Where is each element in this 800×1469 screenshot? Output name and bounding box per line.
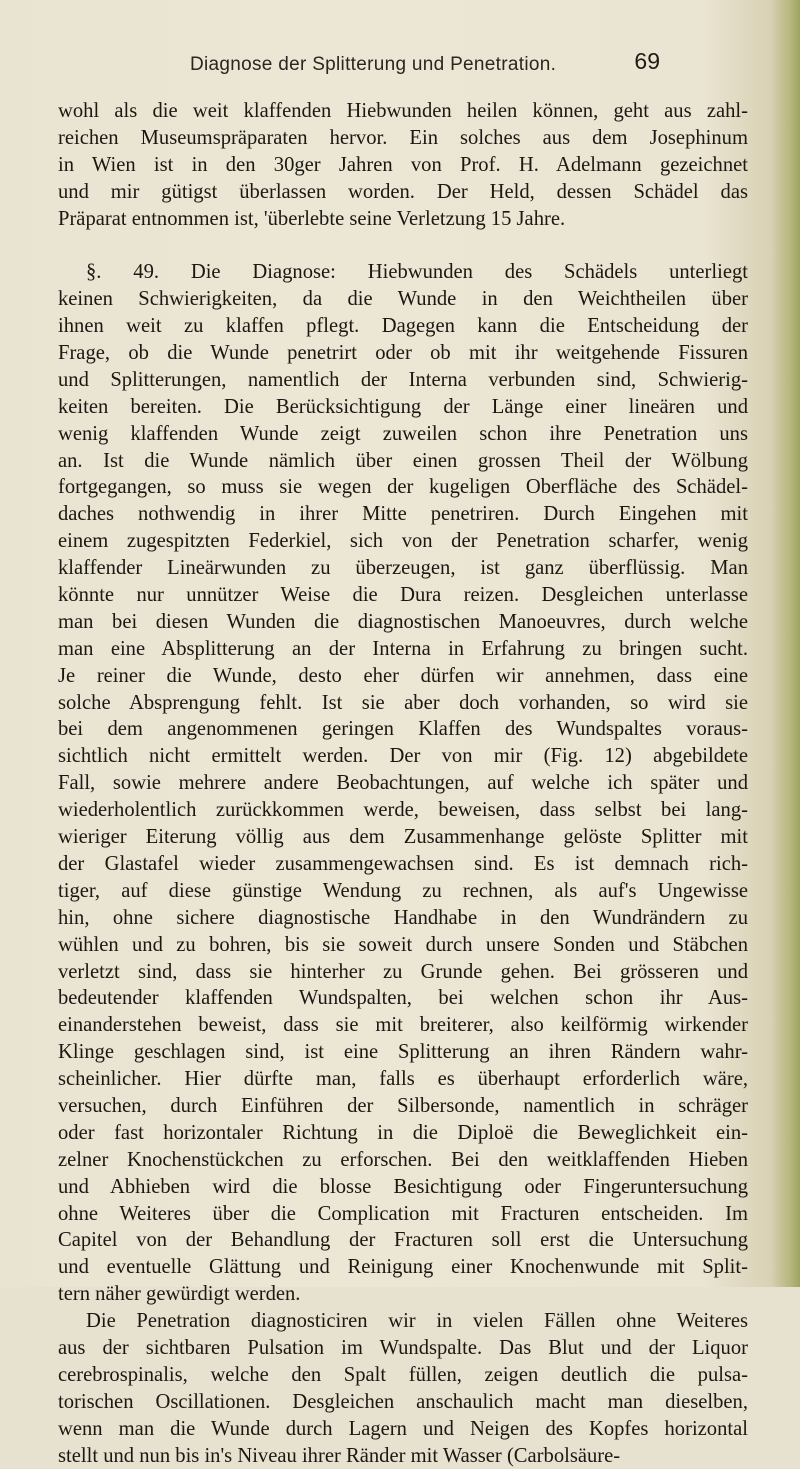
text-line: wiederholentlich zurückkommen werde, beweisen, dass selbst bei lang-	[58, 799, 748, 822]
text-line: klaffender Lineärwunden zu überzeugen, ist ganz überflüssig. Man	[58, 557, 748, 580]
text-line: an. Ist die Wunde nämlich über einen grossen Theil der Wölbung	[58, 449, 748, 472]
text-line: Präparat entnommen ist, 'überlebte seine Verletzung 15 Jahre.	[58, 207, 566, 230]
text-line: in Wien ist in den 30ger Jahren von Prof. H. Adelmann gezeichnet	[58, 153, 748, 176]
text-line: Je reiner die Wunde, desto eher dürfen wir annehmen, dass eine	[58, 664, 748, 687]
text-line: torischen Oscillationen. Desgleichen anschaulich macht man dieselben,	[58, 1390, 748, 1413]
text-line: tiger, auf diese günstige Wendung zu rechnen, als auf's Ungewisse	[58, 879, 748, 902]
text-line: einanderstehen beweist, dass sie mit breiterer, also keilförmig wirkender	[58, 1014, 748, 1037]
text-line: cerebrospinalis, welche den Spalt füllen, zeigen deutlich die pulsa-	[58, 1363, 748, 1386]
text-line: ohne Weiteres über die Complication mit Fracturen entscheiden. Im	[58, 1202, 748, 1225]
text-line: einem zugespitzten Federkiel, sich von der Penetration scharfer, wenig	[58, 530, 748, 553]
text-line: Capitel von der Behandlung der Fracturen soll erst die Untersuchung	[58, 1229, 748, 1252]
paragraph-p2	[58, 232, 748, 1308]
text-line: fortgegangen, so muss sie wegen der kugeligen Oberfläche des Schädel-	[58, 476, 748, 499]
text-line: wühlen und zu bohren, bis sie soweit durch unsere Sonden und Stäbchen	[58, 933, 748, 956]
text-line: könnte nur unnützer Weise die Dura reizen. Desgleichen unterlasse	[58, 584, 748, 607]
text-line: sichtlich nicht ermittelt werden. Der von mir (Fig. 12) abgebildete	[58, 745, 748, 768]
text-line: stellt und nun bis in's Niveau ihrer Ränder mit Wasser (Carbolsäure-	[58, 1444, 621, 1467]
text-line: hin, ohne sichere diagnostische Handhabe in den Wundrändern zu	[58, 906, 748, 929]
paragraph-p3	[58, 1308, 748, 1469]
body-text	[58, 98, 748, 1469]
text-line: Fall, sowie mehrere andere Beobachtungen, auf welche ich später und	[58, 772, 748, 795]
text-line: man eine Absplitterung an der Interna in Erfahrung zu bringen sucht.	[58, 637, 748, 660]
text-line: man bei diesen Wunden die diagnostischen Manoeuvres, durch welche	[58, 610, 748, 633]
running-title: Diagnose der Splitterung und Penetration.	[190, 54, 557, 75]
text-line: wieriger Eiterung völlig aus dem Zusammenhange gelöste Splitter mit	[58, 826, 748, 849]
page-edge-stain	[772, 0, 800, 1287]
text-line: solche Absprengung fehlt. Ist sie aber doch vorhanden, so wird sie	[58, 691, 748, 714]
text-line: wenig klaffenden Wunde zeigt zuweilen schon ihre Penetration uns	[58, 422, 748, 445]
text-line: Klinge geschlagen sind, ist eine Splitterung an ihren Rändern wahr-	[58, 1041, 748, 1064]
text-line: oder fast horizontaler Richtung in die Diploë die Beweglichkeit ein-	[58, 1121, 748, 1144]
text-line: keinen Schwierigkeiten, da die Wunde in den Weichtheilen über	[58, 288, 748, 311]
text-line: bei dem angenommenen geringen Klaffen des Wundspaltes voraus-	[58, 718, 748, 741]
paragraph-p1	[58, 98, 748, 232]
text-line: wohl als die weit klaffenden Hiebwunden heilen können, geht aus zahl-	[58, 100, 748, 122]
text-line: scheinlicher. Hier dürfte man, falls es überhaupt erforderlich wäre,	[58, 1068, 748, 1091]
text-line: der Glastafel wieder zusammengewachsen sind. Es ist demnach rich-	[58, 852, 748, 875]
text-line: §. 49. Die Diagnose: Hiebwunden des Schädels unterliegt	[86, 261, 748, 284]
text-line: versuchen, durch Einführen der Silbersonde, namentlich in schräger	[58, 1094, 748, 1117]
text-line: bedeutender klaffenden Wundspalten, bei welchen schon ihr Aus-	[58, 987, 748, 1010]
text-line: zelner Knochenstückchen zu erforschen. Bei den weitklaffenden Hieben	[58, 1148, 748, 1171]
page-number: 69	[634, 48, 660, 74]
text-line: ihnen weit zu klaffen pflegt. Dagegen kann die Entscheidung der	[58, 315, 748, 338]
blank-line	[58, 232, 748, 259]
text-line: Frage, ob die Wunde penetrirt oder ob mit ihr weitgehende Fissuren	[58, 342, 748, 365]
text-line: reichen Museumspräparaten hervor. Ein solches aus dem Josephinum	[58, 126, 748, 149]
page-header	[190, 48, 660, 84]
text-line: tern näher gewürdigt werden.	[58, 1283, 301, 1306]
text-line: daches nothwendig in ihrer Mitte penetriren. Durch Eingehen mit	[58, 503, 748, 526]
text-line: und mir gütigst überlassen worden. Der Held, dessen Schädel das	[58, 180, 748, 203]
text-line: und Abhieben wird die blosse Besichtigung oder Fingeruntersuchung	[58, 1175, 748, 1198]
text-line: keiten bereiten. Die Berücksichtigung der Länge einer lineären und	[58, 395, 748, 418]
text-line: und eventuelle Glättung und Reinigung einer Knochenwunde mit Split-	[58, 1256, 748, 1279]
text-line: verletzt sind, dass sie hinterher zu Grunde gehen. Bei grösseren und	[58, 960, 748, 983]
text-line: aus der sichtbaren Pulsation im Wundspalte. Das Blut und der Liquor	[58, 1336, 748, 1359]
text-line: wenn man die Wunde durch Lagern und Neigen des Kopfes horizontal	[58, 1417, 748, 1440]
text-line: Die Penetration diagnosticiren wir in vielen Fällen ohne Weiteres	[86, 1310, 748, 1333]
text-line: und Splitterungen, namentlich der Interna verbunden sind, Schwierig-	[58, 368, 748, 391]
